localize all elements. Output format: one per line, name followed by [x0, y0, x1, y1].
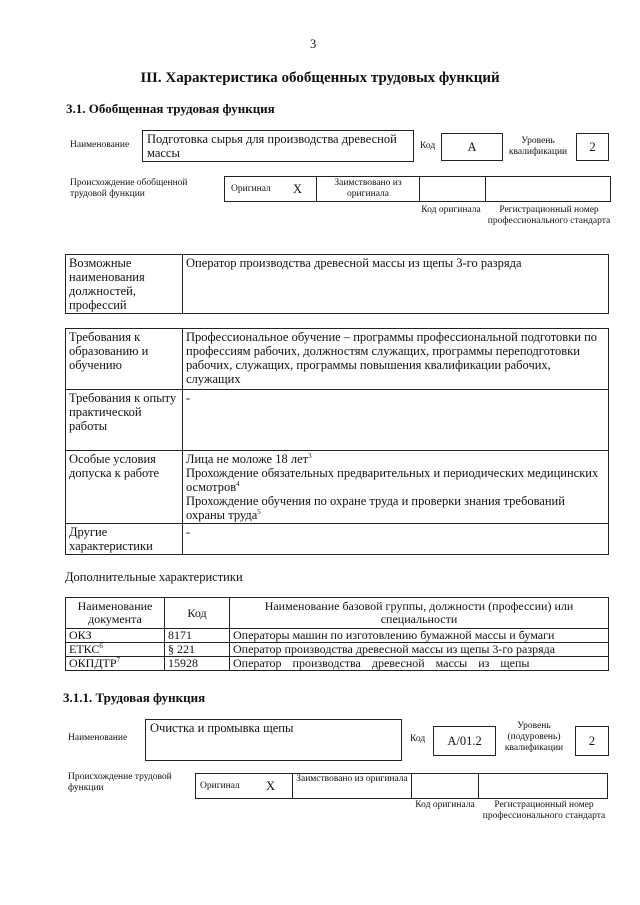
req-conditions-label: Особые условия допуска к работе [66, 451, 183, 524]
tf-name-label: Наименование [68, 733, 128, 743]
otf-name-field: Подготовка сырья для производства древесной массы [142, 130, 414, 162]
tf-name-field: Очистка и промывка щепы [145, 719, 402, 761]
table-row [66, 629, 609, 643]
req-other-value: - [183, 524, 609, 555]
borrowed-label: Заимствовано из оригинала [334, 178, 402, 199]
origin-row [224, 176, 611, 202]
row-doc: ОКПДТР$^7$ [66, 657, 165, 671]
level-label: Уровень квалификации [508, 136, 568, 157]
otf-code-field: A [441, 133, 503, 161]
page-title: III. Характеристика обобщенных трудовых функций [140, 70, 500, 86]
req-experience-label: Требования к опыту практической работы [66, 390, 183, 451]
row-name: Оператор производства древесной массы из щепы [230, 657, 609, 671]
page-number: 3 [310, 37, 317, 51]
tf-code-label: Код [410, 734, 426, 744]
positions-table [65, 254, 609, 314]
row-code: § 221 [165, 643, 230, 657]
tf-code-field: A/01.2 [433, 726, 496, 756]
tf-orig-code-caption: Код оригинала [415, 800, 475, 810]
divider [411, 774, 412, 798]
additional-heading: Дополнительные характеристики [65, 570, 243, 584]
otf-level-field: 2 [576, 133, 609, 161]
table-row [66, 657, 609, 671]
condition-line: Прохождение обязательных предварительных и периодических медицинских осмотров$^4$ [186, 466, 599, 494]
positions-value: Оператор производства древесной массы из щепы 3-го разряда [183, 255, 609, 314]
tf-original-mark: X [266, 779, 276, 793]
row-doc: ЕТКС$^6$ [66, 643, 165, 657]
table-row [66, 643, 609, 657]
row-doc: ОКЗ [66, 629, 165, 643]
header-code: Код [165, 598, 230, 629]
tf-origin-row [195, 773, 608, 799]
row-name: Оператор производства древесной массы из щепы 3-го разряда [230, 643, 609, 657]
divider [478, 774, 479, 798]
condition-line: Лица не моложе 18 лет$^3$ [186, 451, 312, 466]
req-education-label: Требования к образованию и обучению [66, 329, 183, 390]
tf-borrowed-label: Заимствовано из оригинала [296, 774, 408, 784]
row-name: Операторы машин по изготовлению бумажной массы и бумаги [230, 629, 609, 643]
origin-label: Происхождение обобщенной трудовой функции [70, 178, 188, 199]
code-label: Код [420, 141, 436, 151]
tf-level-label: Уровень (подуровень) квалификации [504, 721, 564, 753]
condition-line: Прохождение обучения по охране труда и проверки знания требований охраны труда$^5$ [186, 494, 565, 522]
req-other-label: Другие характеристики [66, 524, 183, 555]
tf-origin-label: Происхождение трудовой функции [68, 772, 172, 793]
tf-original-label: Оригинал [200, 781, 240, 791]
tf-reg-number-caption: Регистрационный номер профессионального стандарта [482, 800, 606, 821]
row-code: 15928 [165, 657, 230, 671]
section-heading-3-1-1: 3.1.1. Трудовая функция [63, 690, 206, 705]
header-name: Наименование базовой группы, должности (профессии) или специальности [230, 598, 609, 629]
row-code: 8171 [165, 629, 230, 643]
original-mark: X [293, 182, 303, 196]
original-label: Оригинал [231, 184, 271, 194]
requirements-table [65, 328, 609, 555]
tf-level-field: 2 [575, 726, 609, 756]
reg-number-caption: Регистрационный номер профессионального стандарта [487, 205, 611, 226]
additional-table [65, 597, 609, 671]
divider [419, 177, 420, 201]
name-label: Наименование [70, 140, 130, 150]
req-conditions-value [183, 451, 609, 524]
positions-label: Возможные наименования должностей, профессий [66, 255, 183, 314]
req-education-value: Профессиональное обучение – программы профессиональной подготовки по профессиям рабочих, должностям служащих, программы переподготовки рабочих, служащих, программы повышения квалификации рабочих, служащих [183, 329, 609, 390]
req-experience-value: - [183, 390, 609, 451]
divider [485, 177, 486, 201]
header-doc: Наименование документа [66, 598, 165, 629]
section-heading-3-1: 3.1. Обобщенная трудовая функция [66, 101, 275, 116]
orig-code-caption: Код оригинала [421, 205, 481, 215]
